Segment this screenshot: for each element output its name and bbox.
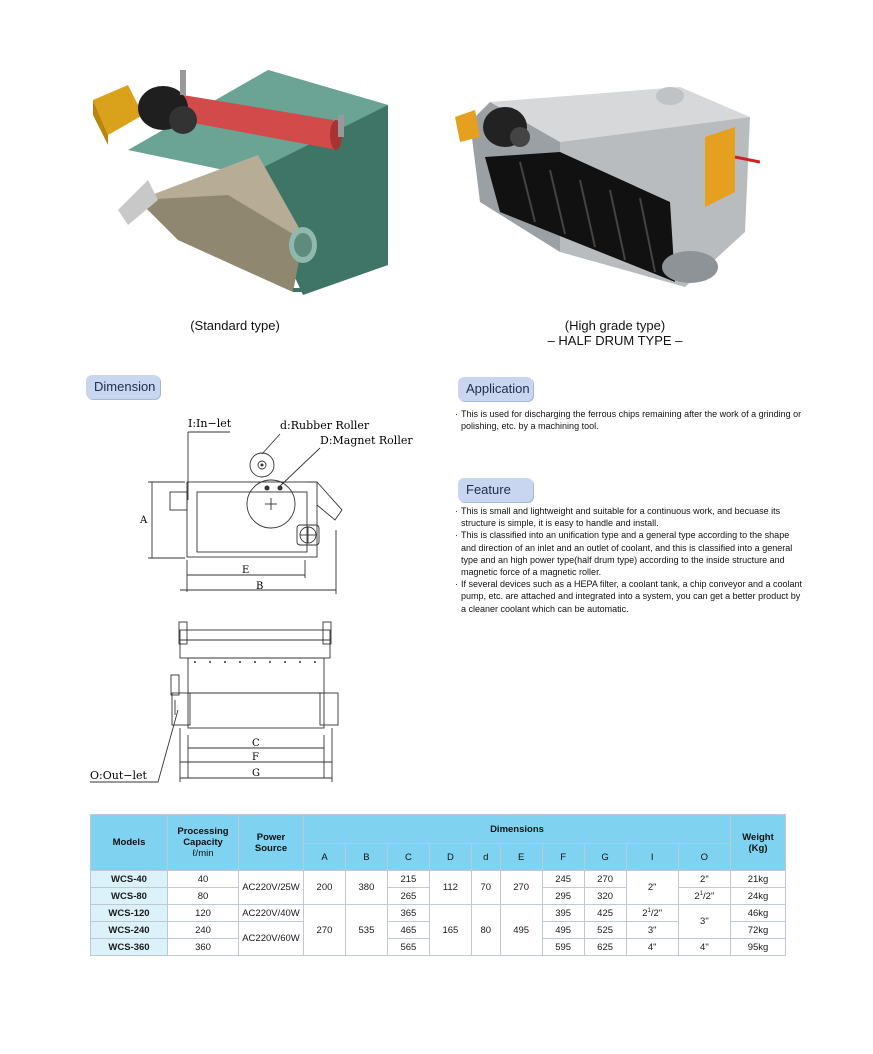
- application-list: [455, 408, 805, 432]
- dimension-section-tag: Dimension: [86, 375, 160, 399]
- capacity-header-line: ℓ/min: [192, 848, 214, 859]
- capacity-cell: 40: [168, 871, 239, 888]
- magnet-roller-label: D:Magnet Roller: [320, 434, 413, 447]
- dd-cell: 80: [471, 905, 500, 956]
- g-cell: 320: [584, 888, 626, 905]
- b-cell: 380: [345, 871, 387, 905]
- power-header: [239, 815, 304, 871]
- o-frac-den: 2: [705, 890, 711, 902]
- i-frac-num: 1: [647, 907, 651, 914]
- col-c-header: C: [387, 844, 429, 871]
- dim-c-label: C: [252, 738, 260, 749]
- power-cell: AC220V/25W: [239, 871, 304, 905]
- capacity-cell: 120: [168, 905, 239, 922]
- o-cell: 4": [678, 939, 730, 956]
- model-cell: WCS-240: [91, 922, 168, 939]
- e-cell: 270: [500, 871, 542, 905]
- d-cell: 112: [429, 871, 471, 905]
- e-cell: 495: [500, 905, 542, 956]
- application-section-tag: Application: [458, 377, 533, 401]
- capacity-cell: 80: [168, 888, 239, 905]
- high-grade-type-photo: [450, 82, 760, 292]
- o-frac-whole: 2: [694, 890, 700, 902]
- weight-cell: 24kg: [731, 888, 786, 905]
- table-row: [91, 905, 786, 922]
- feature-item: · If several devices such as a HEPA filter, a coolant tank, a chip conveyor and a coolant pump, etc. are attached and integrated into a system, you can get a better product by a cleaner coolant which can be automatic.: [455, 578, 805, 615]
- table-row: [91, 871, 786, 888]
- g-cell: 525: [584, 922, 626, 939]
- i-frac-slash: /: [650, 907, 654, 919]
- dim-b-label: B: [256, 581, 264, 592]
- power-header-line: Power: [256, 831, 286, 843]
- col-e-header: E: [500, 844, 542, 871]
- o-frac-tail: ": [710, 890, 715, 902]
- specification-table: [90, 814, 786, 956]
- b-cell: 535: [345, 905, 387, 956]
- o-frac-num: 1: [699, 890, 704, 897]
- f-cell: 495: [542, 922, 584, 939]
- power-cell: AC220V/60W: [239, 922, 304, 956]
- col-g-header: G: [584, 844, 626, 871]
- d-cell: 165: [429, 905, 471, 956]
- high-grade-caption: [530, 318, 700, 348]
- c-cell: 215: [387, 871, 429, 888]
- rubber-roller-label: d:Rubber Roller: [280, 419, 370, 432]
- capacity-cell: 360: [168, 939, 239, 956]
- feature-list: [455, 505, 805, 615]
- weight-cell: 72kg: [731, 922, 786, 939]
- standard-type-photo: [88, 60, 398, 300]
- model-cell: WCS-360: [91, 939, 168, 956]
- capacity-header: [168, 815, 239, 871]
- power-cell: AC220V/40W: [239, 905, 304, 922]
- g-cell: 270: [584, 871, 626, 888]
- i-cell: [626, 905, 678, 922]
- feature-section-tag: Feature: [458, 478, 533, 502]
- c-cell: 265: [387, 888, 429, 905]
- feature-item: · This is small and lightweight and suitable for a continuous work, and becuase its structure is simple, it is easy to handle and install.: [455, 505, 805, 529]
- col-o-header: O: [678, 844, 730, 871]
- col-b-header: B: [345, 844, 387, 871]
- c-cell: 365: [387, 905, 429, 922]
- weight-cell: 95kg: [731, 939, 786, 956]
- weight-header-line: Weight: [742, 831, 774, 843]
- f-cell: 395: [542, 905, 584, 922]
- dim-a-label: A: [140, 515, 148, 526]
- feature-item: · This is classified into an unification type and a general type according to the shape and direction of an inlet and an outlet of coolant, and this is classified into a general type and an high power type(half drum type) according to the inside structure and magnetic force of a magnetic roller.: [455, 529, 805, 578]
- o-frac-slash: /: [703, 890, 706, 902]
- dd-cell: 70: [471, 871, 500, 905]
- high-grade-caption-line1: (High grade type): [564, 318, 666, 333]
- application-item: · This is used for discharging the ferrous chips remaining after the work of a grinding or polishing, etc. by a machining tool.: [455, 408, 805, 432]
- capacity-header-line: Capacity: [183, 837, 223, 848]
- weight-header-line: (Kg): [748, 842, 768, 854]
- col-a-header: A: [304, 844, 346, 871]
- model-cell: WCS-80: [91, 888, 168, 905]
- dimensions-header: Dimensions: [304, 815, 731, 844]
- f-cell: 245: [542, 871, 584, 888]
- a-cell: 200: [304, 871, 346, 905]
- i-cell: 3": [626, 922, 678, 939]
- g-cell: 425: [584, 905, 626, 922]
- c-cell: 465: [387, 922, 429, 939]
- outlet-label: O:Out−let: [90, 769, 147, 782]
- capacity-cell: 240: [168, 922, 239, 939]
- dim-e-label: E: [242, 565, 250, 576]
- dim-f-label: F: [252, 752, 259, 763]
- high-grade-caption-line2: – HALF DRUM TYPE –: [547, 333, 683, 348]
- power-header-line: Source: [254, 842, 288, 854]
- f-cell: 295: [542, 888, 584, 905]
- i-cell: 2": [626, 871, 678, 905]
- i-frac-den: 2: [653, 907, 659, 919]
- models-header: Models: [91, 815, 168, 871]
- f-cell: 595: [542, 939, 584, 956]
- o-cell: [678, 888, 730, 905]
- i-frac-whole: 2: [642, 907, 648, 919]
- col-d-header: D: [429, 844, 471, 871]
- weight-cell: 21kg: [731, 871, 786, 888]
- weight-cell: 46kg: [731, 905, 786, 922]
- capacity-header-line: Processing: [177, 826, 229, 837]
- model-cell: WCS-40: [91, 871, 168, 888]
- standard-type-caption: (Standard type): [190, 318, 280, 333]
- inlet-label: I:In−let: [188, 417, 232, 430]
- o-cell: 3": [678, 905, 730, 939]
- model-cell: WCS-120: [91, 905, 168, 922]
- a-cell: 270: [304, 905, 346, 956]
- col-f-header: F: [542, 844, 584, 871]
- col-dd-header: d: [471, 844, 500, 871]
- i-cell: 4": [626, 939, 678, 956]
- dimension-drawing: [80, 410, 420, 790]
- i-frac-tail: ": [658, 907, 663, 919]
- c-cell: 565: [387, 939, 429, 956]
- col-i-header: I: [626, 844, 678, 871]
- dim-g-label: G: [252, 768, 260, 779]
- o-cell: 2": [678, 871, 730, 888]
- g-cell: 625: [584, 939, 626, 956]
- weight-header: [731, 815, 786, 871]
